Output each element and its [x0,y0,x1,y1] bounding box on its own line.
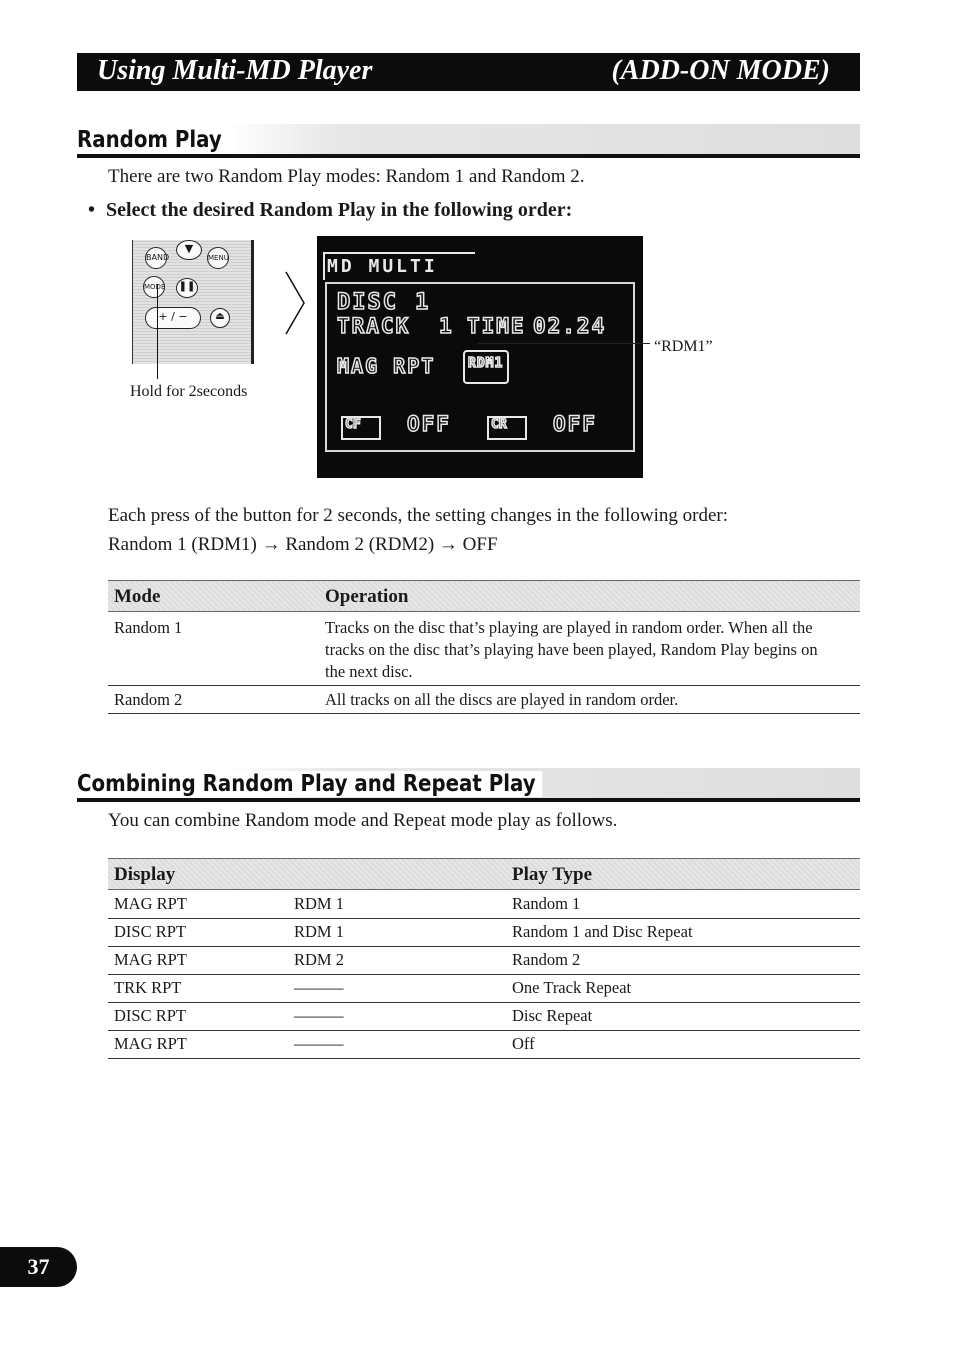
lcd-source-bracket [323,252,475,280]
lcd-info-panel [325,282,635,452]
page-title: Using Multi-MD Player [97,55,373,86]
lcd-cf-value: OFF [407,412,451,436]
table-rule [108,974,860,975]
lcd-cr-icon-label: CR [491,417,507,432]
section-heading-combining [77,768,860,802]
row-display: TRK RPT [114,978,182,997]
pause-button-icon[interactable]: ❚❚ [176,278,198,298]
row-play-type: Random 2 [512,950,581,969]
table-rule [108,1030,860,1031]
col-operation-header: Operation [325,586,409,607]
instruction-line [88,199,572,222]
row-display: DISC RPT [114,1006,186,1025]
row-play-type: Random 1 [512,894,581,913]
instruction-text: Select the desired Random Play in the following order: [106,199,573,221]
table-rule [108,946,860,947]
row-rdm: ——— [294,978,344,997]
order-description: Each press of the button for 2 seconds, the setting changes in the following order: [108,505,728,526]
rdm-callout-label: “RDM1” [654,338,713,355]
row-rdm: ——— [294,1006,344,1025]
random-play-intro: There are two Random Play modes: Random 1 and Random 2. [108,166,585,187]
row-display: MAG RPT [114,1034,187,1053]
row-rdm: ——— [294,1034,344,1053]
row-play-type: One Track Repeat [512,978,632,997]
page-mode-title: (ADD-ON MODE) [611,55,830,86]
band-button[interactable]: BAND [145,247,167,269]
lcd-mag-rpt: MAG RPT [337,354,436,378]
row-rdm: RDM 1 [294,922,344,941]
page-title-bar [77,53,860,91]
table-row-operation-line: tracks on the disc that’s playing have been played, Random Play begins on [325,640,818,659]
page-number: 37 [0,1247,77,1287]
table-rule [108,889,860,890]
table-rule [108,611,860,612]
row-display: DISC RPT [114,922,186,941]
table-row-operation-line: Tracks on the disc that’s playing are played in random order. When all the [325,618,813,637]
row-rdm: RDM 2 [294,950,344,969]
arrow-right-icon [284,270,306,336]
bullet-icon: • [88,199,96,221]
combining-table-header [108,858,860,889]
lcd-cr-value: OFF [553,412,597,436]
col-mode-header: Mode [114,586,161,607]
callout-line [157,284,158,379]
lcd-time-label: TIME [467,314,526,338]
table-row-operation-line: the next disc. [325,662,413,681]
row-play-type: Off [512,1034,535,1053]
lcd-source-label: MD MULTI [327,256,438,277]
section-heading-text: Combining Random Play and Repeat Play [77,771,543,797]
lcd-disc-value: 1 [415,290,431,315]
remote-caption: Hold for 2seconds [130,383,248,400]
lcd-time-value: 02.24 [533,314,607,338]
order-sequence: Random 1 (RDM1) → Random 2 (RDM2) → OFF [108,534,498,555]
random-table-header [108,580,860,611]
eject-button-icon[interactable]: ⏏ [210,308,230,328]
col-play-type-header: Play Type [512,864,593,885]
lcd-cf-icon-label: CF [345,417,361,432]
table-rule [108,1058,860,1059]
table-rule [108,685,860,686]
remote-control-illustration [128,240,258,366]
combining-intro: You can combine Random mode and Repeat mode play as follows. [108,810,618,831]
table-rule [108,918,860,919]
table-row-mode: Random 2 [114,690,183,709]
table-rule [108,1002,860,1003]
menu-button[interactable]: MENU [207,247,229,269]
lcd-track-value: 1 [439,314,454,338]
row-display: MAG RPT [114,894,187,913]
col-display-header: Display [114,864,176,885]
table-row-operation-line: All tracks on all the discs are played in random order. [325,690,679,709]
section-heading-text: Random Play [77,127,229,153]
row-rdm: RDM 1 [294,894,344,913]
table-row-mode: Random 1 [114,618,183,637]
lcd-display [317,236,643,478]
lcd-track-label: TRACK [337,314,411,338]
row-play-type: Disc Repeat [512,1006,593,1025]
row-display: MAG RPT [114,950,187,969]
section-heading-random-play [77,124,860,158]
rdm-callout-line [478,343,650,344]
mode-button[interactable]: MODE [143,276,165,298]
table-rule [108,713,860,714]
lcd-rdm-indicator: RDM1 [468,356,504,371]
down-arrow-button-icon[interactable]: ▼ [176,240,202,260]
volume-rocker-icon[interactable]: + / − [145,307,201,329]
row-play-type: Random 1 and Disc Repeat [512,922,693,941]
lcd-disc-label: DISC [337,290,398,315]
